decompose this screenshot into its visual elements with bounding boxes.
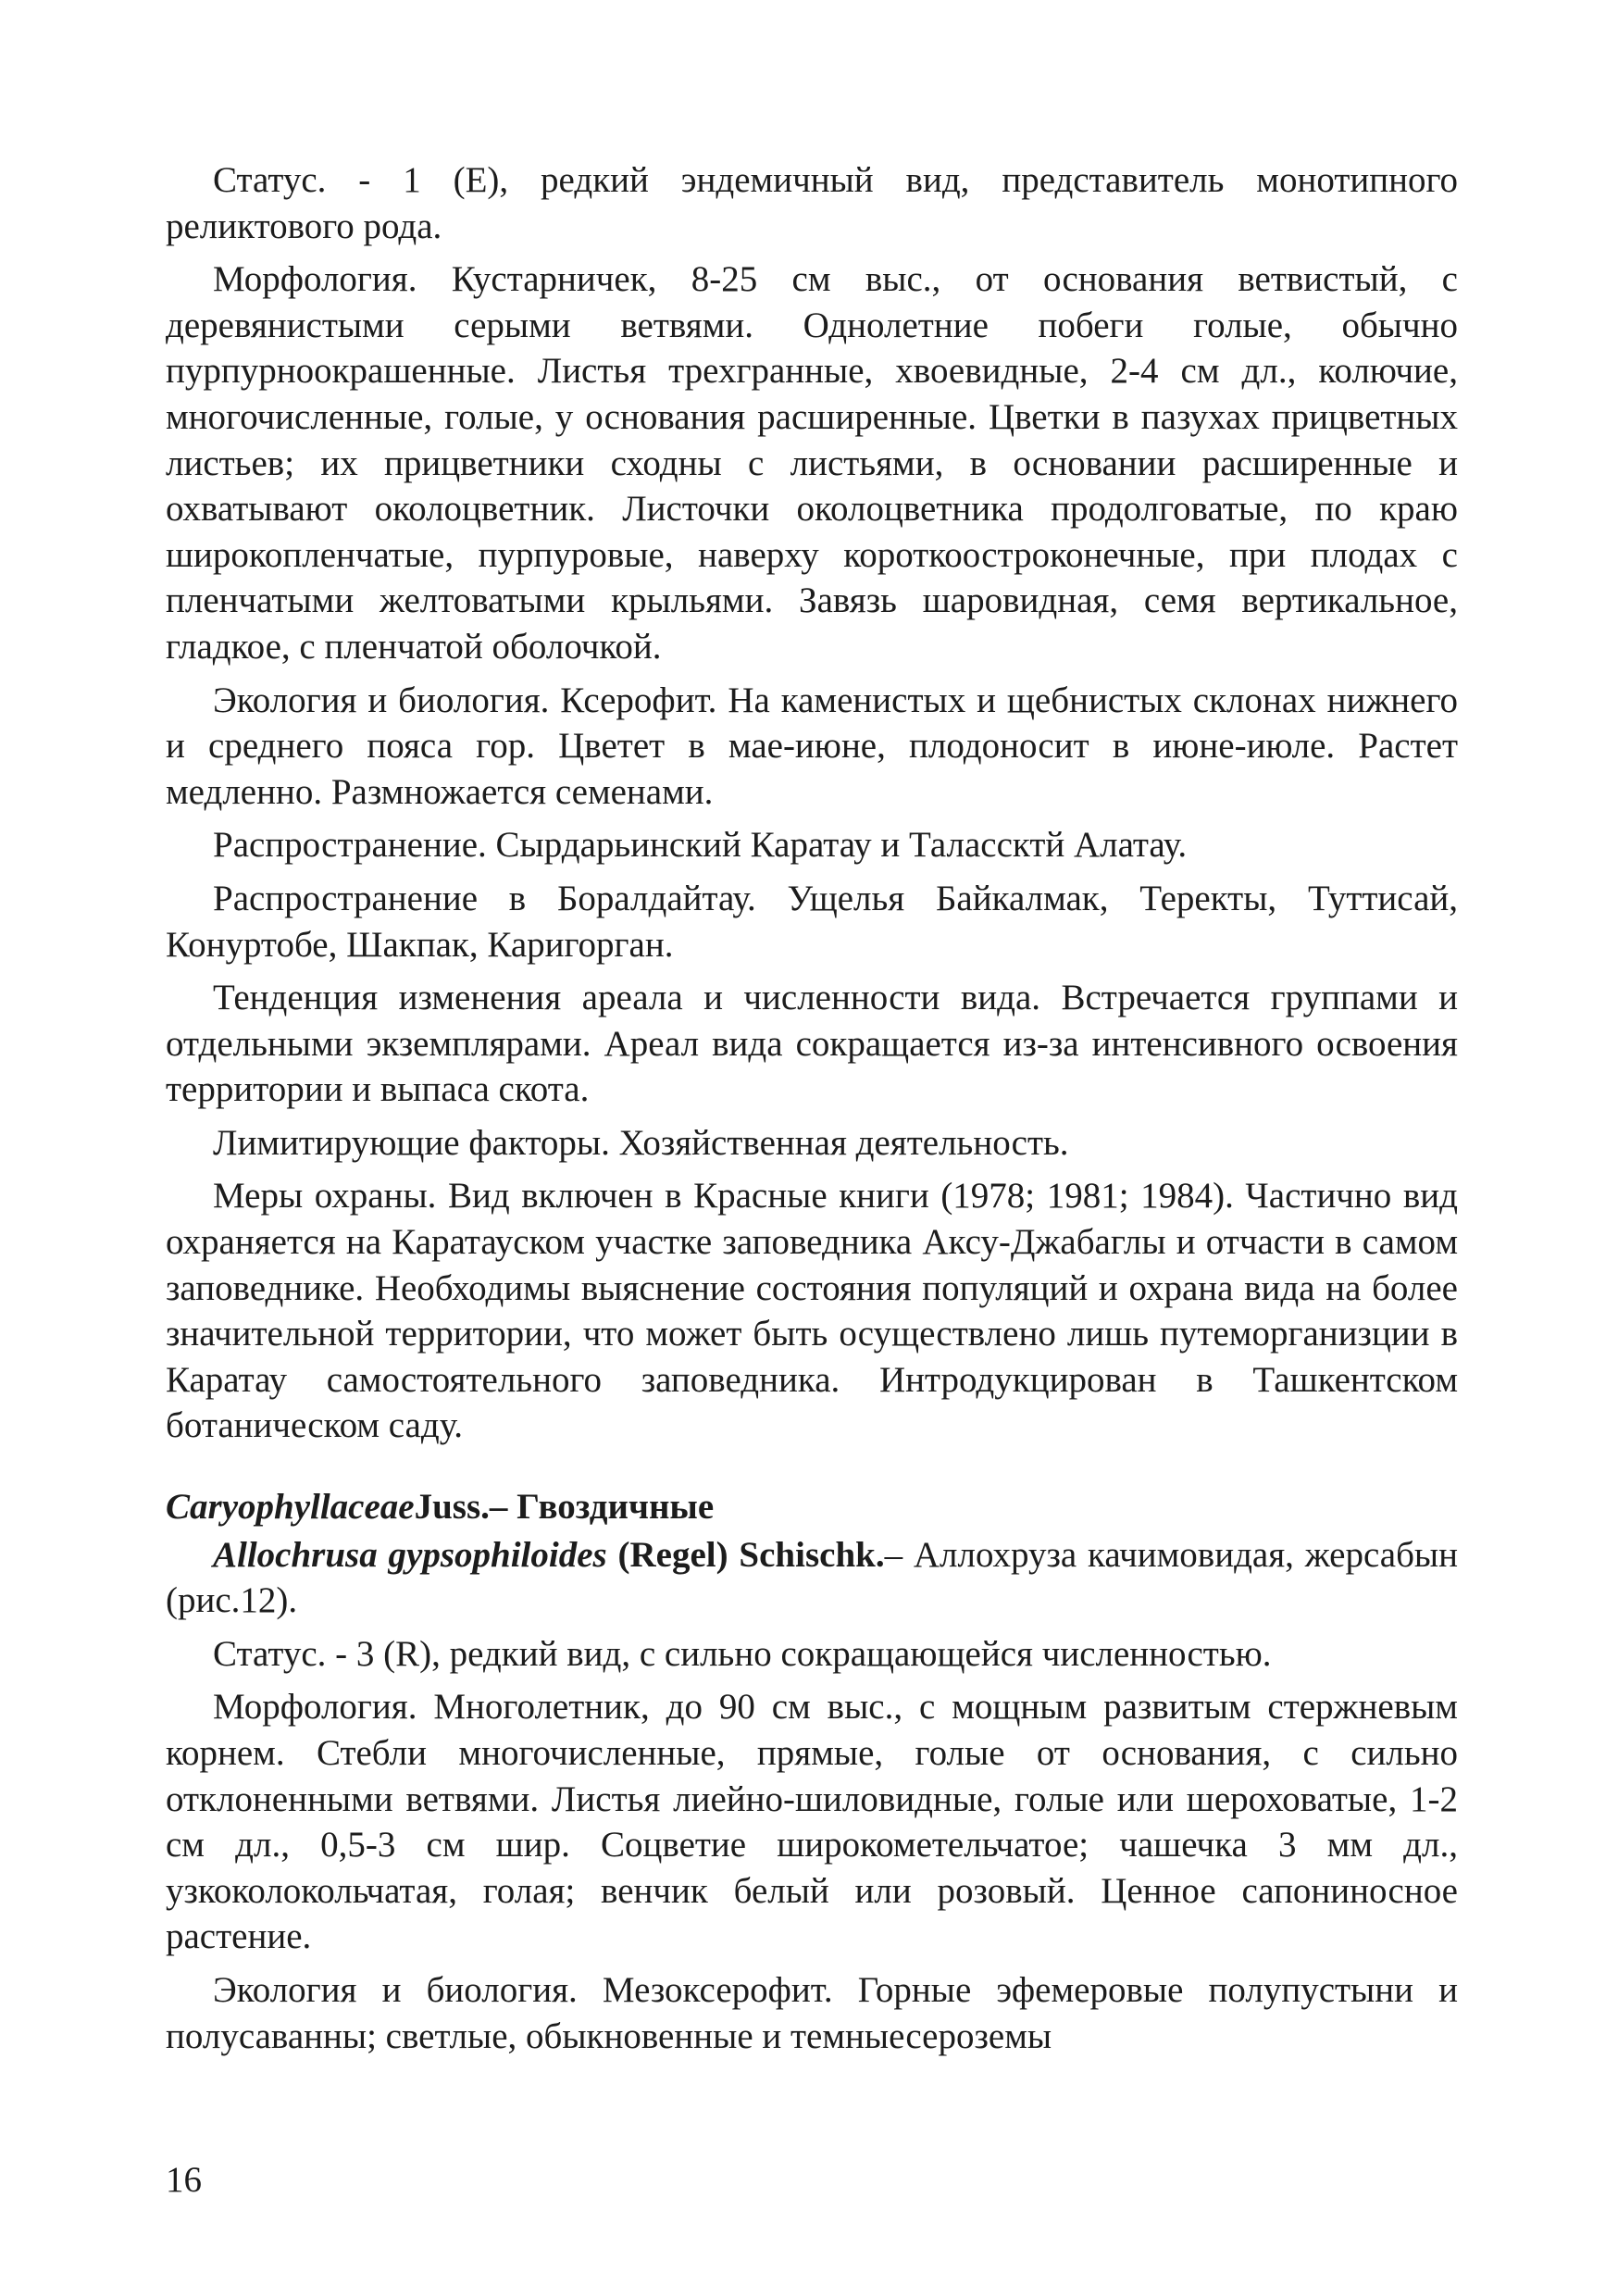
morphology-paragraph: Морфология. Кустарничек, 8-25 см выс., от основания ветвистый, с деревянистыми серыми ветвями. Однолетние побеги голые, обычно пурпурноокрашенные. Листья трехгранные, хвоевидные, 2-4 см дл., колючие, многочисленные, голые, у основания расширенные. Цветки в пазухах прицветных листьев; их прицветники сходны с листьями, в основании расширенные и охватывают околоцветник. Листочки околоцветника продолговатые, по краю широкопленчатые, пурпуровые, наверху короткоостроконечные, при плодах с пленчатыми желтоватыми крыльями. Завязь шаровидная, семя вертикальное, гладкое, с пленчатой оболочкой. <box>166 259 1458 667</box>
family-russian-name: Гвоздичные <box>517 1487 715 1528</box>
distribution-paragraph: Распространение. Сырдарьинский Каратау и Талассктй Алатау. <box>213 825 1188 866</box>
species-status-paragraph: Статус. - 3 (R), редкий вид, с сильно сокращающейся численностью. <box>213 1633 1272 1674</box>
page-body <box>166 157 1458 2059</box>
page-number: 16 <box>166 2160 202 2200</box>
species-common-names: – Аллохруза качимовидая, жерсабын (рис.12). <box>166 1534 1458 1621</box>
species-ecology-paragraph: Экология и биология. Мезоксерофит. Горные эфемеровые полупустыни и полусаванны; светлые, обыкновенные и темныесероземы <box>166 1969 1458 2056</box>
family-author: Juss. <box>414 1487 490 1528</box>
species-morphology-paragraph: Морфология. Многолетник, до 90 см выс., с мощным развитым стержневым корнем. Стебли многочисленные, прямые, голые от основания, с сильно отклоненными ветвями. Листья лиейно-шиловидные, голые или шероховатые, 1-2 см дл., 0,5-3 см шир. Соцветие широкометельчатое; чашечка 3 мм дл., узкоколокольчатая, голая; венчик белый или розовый. Ценное сапониносное растение. <box>166 1687 1458 1957</box>
species-latin-name: Allochrusa gypsophiloides <box>213 1534 607 1575</box>
family-separator: – <box>489 1487 517 1528</box>
status-paragraph: Статус. - 1 (E), редкий эндемичный вид, представитель монотипного реликтового рода. <box>166 160 1458 246</box>
family-latin-name: Caryophyllaceae <box>166 1487 415 1528</box>
range-trend-paragraph: Тенденция изменения ареала и численности вида. Встречается группами и отдельными экземплярами. Ареал вида сокращается из-за интенсивного освоения территории и выпаса скота. <box>166 978 1458 1110</box>
ecology-paragraph: Экология и биология. Ксерофит. На каменистых и щебнистых склонах нижнего и среднего пояса гор. Цветет в мае-июне, плодоносит в июне-июле. Растет медленно. Размножается семенами. <box>166 680 1458 812</box>
family-heading <box>166 1484 1458 1530</box>
protection-measures-paragraph: Меры охраны. Вид включен в Красные книги (1978; 1981; 1984). Частично вид охраняется на Каратауском участке заповедника Аксу-Джабаглы и отчасти в самом заповеднике. Необходимы выяснение состояния популяций и охрана вида на более значительной территории, что может быть осуществлено лишь путеморганизции в Каратау самостоятельного заповедника. Интродукцирован в Ташкентском ботаническом саду. <box>166 1176 1458 1446</box>
species-heading <box>166 1532 1458 1624</box>
limiting-factors-paragraph: Лимитирующие факторы. Хозяйственная деятельность. <box>213 1122 1069 1163</box>
distribution-boraldaytau-paragraph: Распространение в Боралдайтау. Ущелья Байкалмак, Теректы, Туттисай, Конуртобе, Шакпак, Каригорган. <box>166 878 1458 965</box>
section-gap <box>166 1449 1458 1484</box>
species-author: (Regel) Schischk. <box>606 1534 885 1575</box>
